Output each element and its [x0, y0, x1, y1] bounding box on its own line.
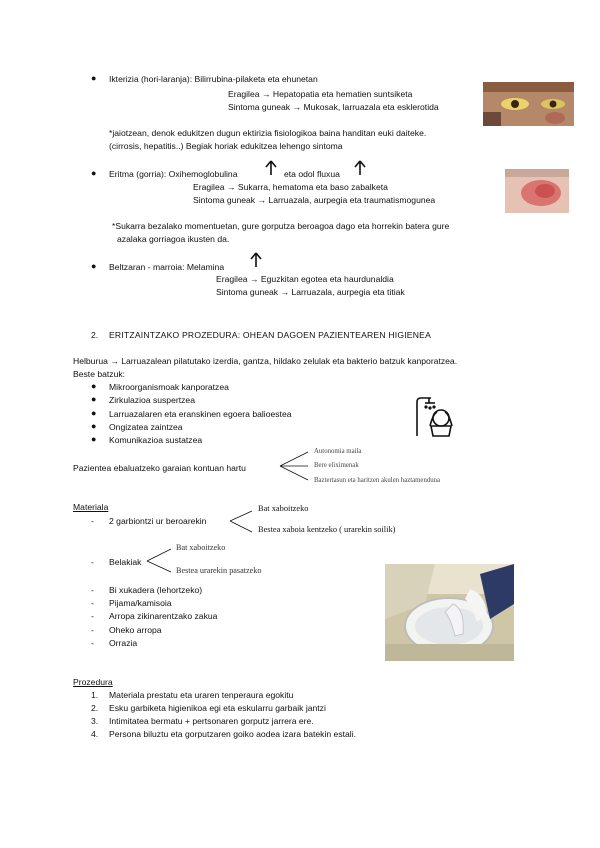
- bullet: ●: [91, 73, 97, 83]
- section-heading: ERITZAINTZAKO PROZEDURA: OHEAN DAGOEN PAZIENTEAREN HIGIENEA: [109, 330, 432, 340]
- material-item: Oheko arropa: [109, 625, 162, 635]
- eritma-cause: Eragilea → Sukarra, hematoma eta baso zabalketa: [193, 182, 388, 192]
- material-item: Belakiak: [109, 557, 142, 567]
- ikterizia-symptoms: Sintoma guneak → Mukosak, larruazala eta esklerotida: [228, 102, 439, 112]
- material-item: 2 garbiontzi ur beroarekin: [109, 516, 207, 526]
- eval-item: Bere eliximenak: [314, 462, 359, 469]
- eval-item: Baztertasun eta haritzen akulen haztamenduna: [314, 477, 441, 484]
- dash: -: [91, 516, 94, 526]
- jaundice-eye-photo: [483, 82, 574, 126]
- eritma-symptoms: Sintoma guneak → Larruazala, aurpegia eta traumatismogunea: [193, 195, 436, 205]
- belakiak-branch: Bestea urarekin pasatzeko: [176, 566, 262, 575]
- bullet: ●: [91, 408, 97, 418]
- bullet: ●: [91, 168, 97, 178]
- others-item: Zirkulazioa suspertzea: [109, 395, 195, 405]
- eritma-title-cont: eta odol fluxua: [284, 169, 340, 179]
- others-label: Beste batzuk:: [73, 369, 126, 379]
- prozedura-heading: Prozedura: [73, 677, 113, 687]
- bullet: ●: [91, 381, 97, 391]
- washing-basin-photo: [385, 564, 514, 661]
- others-item: Mikroorganismoak kanporatzea: [109, 382, 229, 392]
- dash: -: [91, 598, 94, 608]
- others-item: Larruazalaren eta eranskinen egoera balioestea: [109, 409, 292, 419]
- garbiontzi-branch: Bestea xaboia kentzeko ( urarekin soilik): [258, 525, 396, 534]
- eritma-note-line2: azalaka gorriagoa ikusten da.: [117, 234, 230, 244]
- garbiontzi-branch: Bat xaboitzeko: [258, 504, 309, 513]
- step-number: 3.: [91, 716, 99, 726]
- arrow-up-icon: [265, 160, 277, 176]
- step-number: 2.: [91, 703, 99, 713]
- ikterizia-note-line2: (cirrosis, hepatitis..) Begiak horiak edukitzea lehengo sintoma: [109, 141, 343, 151]
- dash: -: [91, 638, 94, 648]
- step-number: 4.: [91, 729, 99, 739]
- arrow-up-icon: [354, 160, 366, 176]
- step-number: 1.: [91, 690, 99, 700]
- step-item: Persona biluztu eta gorputzaren goiko aodea izara batekin estali.: [109, 729, 356, 739]
- bullet: ●: [91, 394, 97, 404]
- eval-branch-lines: [278, 446, 312, 486]
- dash: -: [91, 625, 94, 635]
- ikterizia-note-line1: *jaiotzean, denok edukitzen dugun ektirizia fisiologikoa baina handitan euki daiteke.: [109, 128, 427, 138]
- eval-label: Pazientea ebaluatzeko garaian kontuan hartu: [73, 463, 246, 473]
- shower-wash-icon: [413, 396, 457, 438]
- material-item: Orrazia: [109, 638, 138, 648]
- eval-item: Autonomia maila: [314, 448, 362, 455]
- step-item: Esku garbiketa higienikoa egi eta eskularru garbaik jantzi: [109, 703, 326, 713]
- beltzaran-title: Beltzaran - marroia: Melamina: [109, 262, 225, 272]
- bullet: ●: [91, 434, 97, 444]
- beltzaran-cause: Eragilea → Eguzkitan egotea eta haurdunaldia: [216, 274, 394, 284]
- eritma-note-line1: *Sukarra bezalako momentuetan, gure gorputza beroagoa dago eta horrekin batera gure: [112, 221, 450, 231]
- dash: -: [91, 611, 94, 621]
- dash: -: [91, 557, 94, 567]
- eritma-title: Eritma (gorria): Oxihemoglobulina: [109, 169, 238, 179]
- belakiak-branch: Bat xaboitzeko: [176, 543, 226, 552]
- bullet: ●: [91, 421, 97, 431]
- goal-text: Helburua → Larruazalean pilatutako izerdia, gantza, hildako zelulak eta bakterio batzuk kanporatzea.: [73, 356, 458, 366]
- step-item: Intimitatea bermatu + pertsonaren gorputz jarrera ere.: [109, 716, 314, 726]
- dash: -: [91, 585, 94, 595]
- red-cheek-photo: [505, 169, 569, 213]
- beltzaran-symptoms: Sintoma guneak → Larruazala, aurpegia eta titiak: [216, 287, 405, 297]
- ikterizia-cause: Eragilea → Hepatopatia eta hematien suntsiketa: [228, 89, 413, 99]
- others-item: Ongizatea zaintzea: [109, 422, 183, 432]
- materiala-heading: Materiala: [73, 502, 109, 512]
- bullet: ●: [91, 261, 97, 271]
- belakiak-branch-lines: [145, 546, 175, 576]
- material-item: Bi xukadera (lehortzeko): [109, 585, 203, 595]
- garbiontzi-branch-lines: [228, 508, 256, 536]
- ikterizia-title: Ikterizia (hori-laranja): Bilirrubina-pilaketa eta ehunetan: [109, 74, 318, 84]
- material-item: Arropa zikinarentzako zakua: [109, 611, 218, 621]
- section-number: 2.: [91, 330, 99, 340]
- arrow-up-icon: [250, 252, 262, 268]
- others-item: Komunikazioa sustatzea: [109, 435, 203, 445]
- material-item: Pijama/kamisoia: [109, 598, 172, 608]
- step-item: Materiala prestatu eta uraren tenperaura egokitu: [109, 690, 294, 700]
